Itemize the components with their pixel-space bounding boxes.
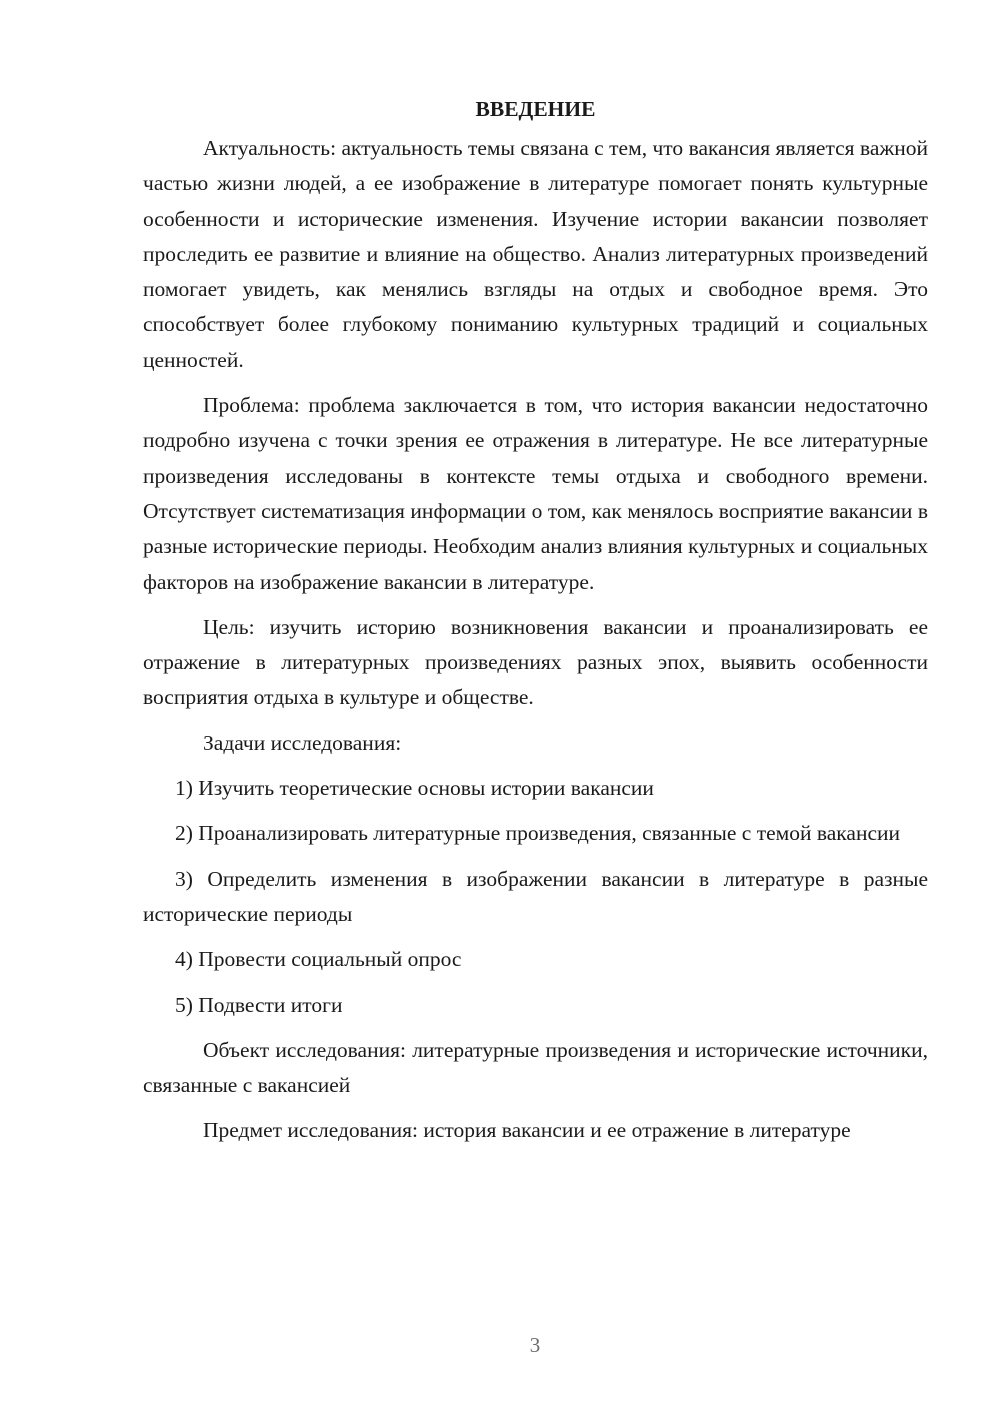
paragraph-goal: Цель: изучить историю возникновения вакансии и проанализировать ее отражение в литературных произведениях разных эпох, выявить особенности восприятия отдыха в культуре и обществе. <box>143 614 928 710</box>
paragraph-relevance: Актуальность: актуальность темы связана с тем, что вакансия является важной частью жизни людей, а ее изображение в литературе помогает понять культурные особенности и исторические изменения. Изучение истории вакансии позволяет проследить ее развитие и влияние на общество. Анализ литературных произведений помогает увидеть, как менялись взгляды на отдых и свободное время. Это способствует более глубокому пониманию культурных традиций и социальных ценностей. <box>143 136 928 372</box>
task-item-4: 4) Провести социальный опрос <box>175 947 462 972</box>
page-number: 3 <box>529 1333 541 1357</box>
task-item-2: 2) Проанализировать литературные произведения, связанные с темой вакансии <box>175 821 901 846</box>
paragraph-subject: Предмет исследования: история вакансии и ее отражение в литературе <box>203 1118 851 1143</box>
paragraph-problem: Проблема: проблема заключается в том, что история вакансии недостаточно подробно изучена с точки зрения ее отражения в литературе. Не все литературные произведения исследованы в контексте темы отдыха и свободного времени. Отсутствует систематизация информации о том, как менялось восприятие вакансии в разные исторические периоды. Необходим анализ влияния культурных и социальных факторов на изображение вакансии в литературе. <box>143 393 928 594</box>
paragraph-object: Объект исследования: литературные произведения и исторические источники, связанные с вакансией <box>143 1037 928 1098</box>
page-title: ВВЕДЕНИЕ <box>475 97 596 121</box>
task-item-1: 1) Изучить теоретические основы истории вакансии <box>175 776 654 801</box>
task-item-3: 3) Определить изменения в изображении вакансии в литературе в разные исторические периоды <box>143 866 928 926</box>
task-item-5: 5) Подвести итоги <box>175 992 343 1017</box>
paragraph-tasks-heading: Задачи исследования: <box>203 730 402 755</box>
page-content <box>143 92 928 1159</box>
